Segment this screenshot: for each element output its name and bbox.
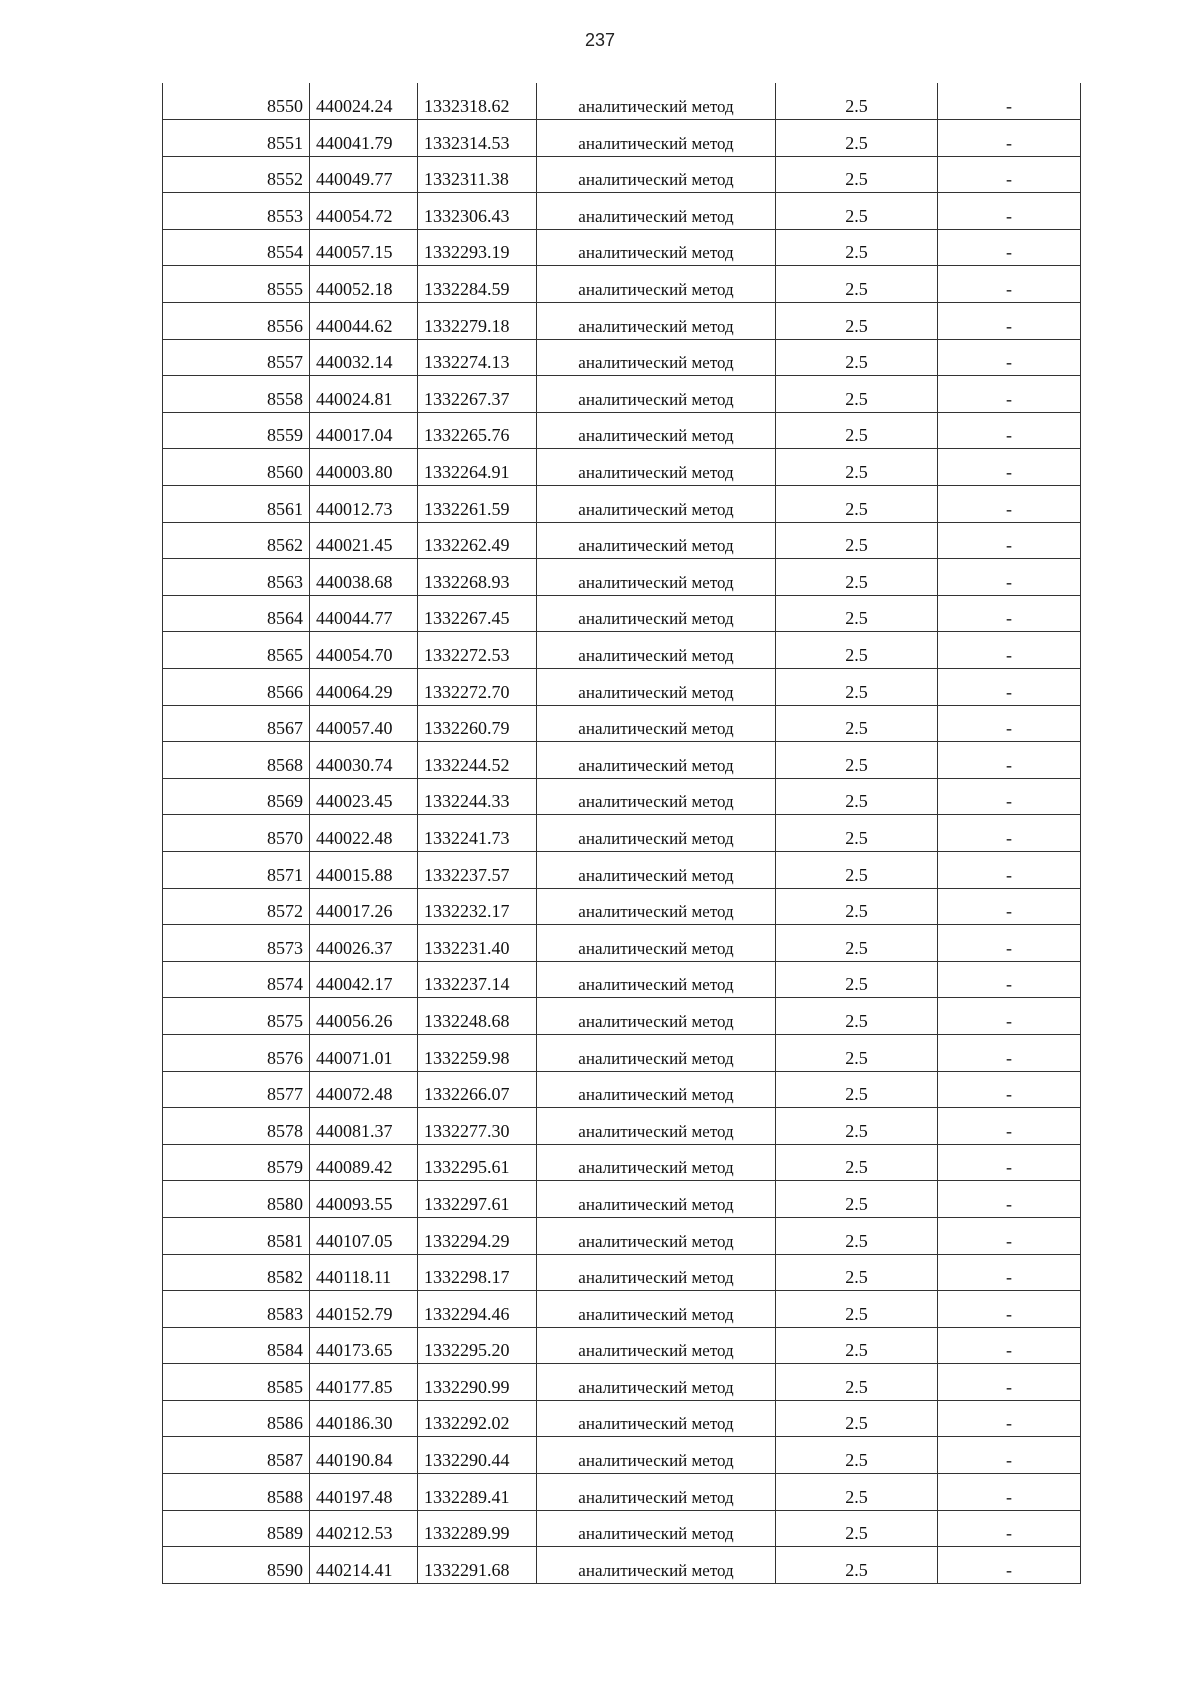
- accuracy-cell: 2.5: [776, 1364, 938, 1401]
- method-cell: аналитический метод: [537, 1144, 776, 1181]
- table-row: [163, 888, 1081, 925]
- table-row: [163, 595, 1081, 632]
- method-cell: аналитический метод: [537, 778, 776, 815]
- x-coordinate-cell: 440152.79: [310, 1291, 418, 1328]
- note-cell: -: [938, 156, 1081, 193]
- note-cell: -: [938, 632, 1081, 669]
- point-number-cell: 8562: [163, 522, 310, 559]
- note-cell: -: [938, 1327, 1081, 1364]
- y-coordinate-cell: 1332289.99: [418, 1510, 537, 1547]
- table-row: [163, 1071, 1081, 1108]
- method-cell: аналитический метод: [537, 1364, 776, 1401]
- table-row: [163, 559, 1081, 596]
- method-cell: аналитический метод: [537, 376, 776, 413]
- method-cell: аналитический метод: [537, 486, 776, 523]
- table-row: [163, 778, 1081, 815]
- table-row: [163, 998, 1081, 1035]
- x-coordinate-cell: 440049.77: [310, 156, 418, 193]
- note-cell: -: [938, 705, 1081, 742]
- table-row: [163, 449, 1081, 486]
- method-cell: аналитический метод: [537, 1034, 776, 1071]
- table-row: [163, 83, 1081, 120]
- accuracy-cell: 2.5: [776, 1291, 938, 1328]
- x-coordinate-cell: 440026.37: [310, 925, 418, 962]
- method-cell: аналитический метод: [537, 303, 776, 340]
- accuracy-cell: 2.5: [776, 266, 938, 303]
- accuracy-cell: 2.5: [776, 1510, 938, 1547]
- accuracy-cell: 2.5: [776, 742, 938, 779]
- y-coordinate-cell: 1332272.53: [418, 632, 537, 669]
- table-row: [163, 1327, 1081, 1364]
- note-cell: -: [938, 1400, 1081, 1437]
- point-number-cell: 8566: [163, 669, 310, 706]
- accuracy-cell: 2.5: [776, 522, 938, 559]
- method-cell: аналитический метод: [537, 851, 776, 888]
- point-number-cell: 8584: [163, 1327, 310, 1364]
- table-row: [163, 412, 1081, 449]
- point-number-cell: 8550: [163, 83, 310, 120]
- note-cell: -: [938, 1108, 1081, 1145]
- point-number-cell: 8557: [163, 339, 310, 376]
- accuracy-cell: 2.5: [776, 303, 938, 340]
- note-cell: -: [938, 449, 1081, 486]
- accuracy-cell: 2.5: [776, 449, 938, 486]
- note-cell: -: [938, 1181, 1081, 1218]
- method-cell: аналитический метод: [537, 1437, 776, 1474]
- y-coordinate-cell: 1332295.20: [418, 1327, 537, 1364]
- table-row: [163, 1364, 1081, 1401]
- y-coordinate-cell: 1332248.68: [418, 998, 537, 1035]
- note-cell: -: [938, 888, 1081, 925]
- x-coordinate-cell: 440081.37: [310, 1108, 418, 1145]
- point-number-cell: 8580: [163, 1181, 310, 1218]
- method-cell: аналитический метод: [537, 1291, 776, 1328]
- y-coordinate-cell: 1332265.76: [418, 412, 537, 449]
- point-number-cell: 8563: [163, 559, 310, 596]
- y-coordinate-cell: 1332277.30: [418, 1108, 537, 1145]
- y-coordinate-cell: 1332267.37: [418, 376, 537, 413]
- method-cell: аналитический метод: [537, 1547, 776, 1584]
- point-number-cell: 8590: [163, 1547, 310, 1584]
- x-coordinate-cell: 440107.05: [310, 1217, 418, 1254]
- note-cell: -: [938, 266, 1081, 303]
- x-coordinate-cell: 440044.62: [310, 303, 418, 340]
- x-coordinate-cell: 440212.53: [310, 1510, 418, 1547]
- accuracy-cell: 2.5: [776, 193, 938, 230]
- note-cell: -: [938, 83, 1081, 120]
- table-row: [163, 1034, 1081, 1071]
- accuracy-cell: 2.5: [776, 1474, 938, 1511]
- note-cell: -: [938, 1547, 1081, 1584]
- table-row: [163, 1437, 1081, 1474]
- accuracy-cell: 2.5: [776, 1181, 938, 1218]
- x-coordinate-cell: 440056.26: [310, 998, 418, 1035]
- y-coordinate-cell: 1332260.79: [418, 705, 537, 742]
- table-row: [163, 1108, 1081, 1145]
- point-number-cell: 8588: [163, 1474, 310, 1511]
- y-coordinate-cell: 1332261.59: [418, 486, 537, 523]
- y-coordinate-cell: 1332237.57: [418, 851, 537, 888]
- accuracy-cell: 2.5: [776, 815, 938, 852]
- method-cell: аналитический метод: [537, 925, 776, 962]
- y-coordinate-cell: 1332268.93: [418, 559, 537, 596]
- y-coordinate-cell: 1332262.49: [418, 522, 537, 559]
- y-coordinate-cell: 1332294.46: [418, 1291, 537, 1328]
- method-cell: аналитический метод: [537, 669, 776, 706]
- point-number-cell: 8575: [163, 998, 310, 1035]
- accuracy-cell: 2.5: [776, 412, 938, 449]
- table-row: [163, 193, 1081, 230]
- x-coordinate-cell: 440030.74: [310, 742, 418, 779]
- point-number-cell: 8589: [163, 1510, 310, 1547]
- note-cell: -: [938, 1071, 1081, 1108]
- point-number-cell: 8582: [163, 1254, 310, 1291]
- point-number-cell: 8587: [163, 1437, 310, 1474]
- method-cell: аналитический метод: [537, 1254, 776, 1291]
- table-row: [163, 486, 1081, 523]
- y-coordinate-cell: 1332284.59: [418, 266, 537, 303]
- x-coordinate-cell: 440042.17: [310, 961, 418, 998]
- method-cell: аналитический метод: [537, 412, 776, 449]
- note-cell: -: [938, 595, 1081, 632]
- point-number-cell: 8569: [163, 778, 310, 815]
- method-cell: аналитический метод: [537, 1108, 776, 1145]
- table-row: [163, 851, 1081, 888]
- y-coordinate-cell: 1332272.70: [418, 669, 537, 706]
- method-cell: аналитический метод: [537, 193, 776, 230]
- x-coordinate-cell: 440012.73: [310, 486, 418, 523]
- point-number-cell: 8565: [163, 632, 310, 669]
- note-cell: -: [938, 669, 1081, 706]
- note-cell: -: [938, 925, 1081, 962]
- table-row: [163, 266, 1081, 303]
- point-number-cell: 8574: [163, 961, 310, 998]
- point-number-cell: 8573: [163, 925, 310, 962]
- y-coordinate-cell: 1332318.62: [418, 83, 537, 120]
- table-row: [163, 705, 1081, 742]
- table-row: [163, 120, 1081, 157]
- table-row: [163, 1474, 1081, 1511]
- note-cell: -: [938, 339, 1081, 376]
- note-cell: -: [938, 961, 1081, 998]
- x-coordinate-cell: 440177.85: [310, 1364, 418, 1401]
- method-cell: аналитический метод: [537, 705, 776, 742]
- point-number-cell: 8567: [163, 705, 310, 742]
- method-cell: аналитический метод: [537, 522, 776, 559]
- note-cell: -: [938, 559, 1081, 596]
- point-number-cell: 8577: [163, 1071, 310, 1108]
- y-coordinate-cell: 1332290.44: [418, 1437, 537, 1474]
- table-row: [163, 1254, 1081, 1291]
- x-coordinate-cell: 440017.04: [310, 412, 418, 449]
- method-cell: аналитический метод: [537, 1474, 776, 1511]
- accuracy-cell: 2.5: [776, 1108, 938, 1145]
- note-cell: -: [938, 1474, 1081, 1511]
- accuracy-cell: 2.5: [776, 851, 938, 888]
- note-cell: -: [938, 1510, 1081, 1547]
- x-coordinate-cell: 440064.29: [310, 669, 418, 706]
- y-coordinate-cell: 1332244.52: [418, 742, 537, 779]
- method-cell: аналитический метод: [537, 998, 776, 1035]
- note-cell: -: [938, 1144, 1081, 1181]
- y-coordinate-cell: 1332231.40: [418, 925, 537, 962]
- x-coordinate-cell: 440057.15: [310, 229, 418, 266]
- x-coordinate-cell: 440022.48: [310, 815, 418, 852]
- x-coordinate-cell: 440186.30: [310, 1400, 418, 1437]
- y-coordinate-cell: 1332279.18: [418, 303, 537, 340]
- method-cell: аналитический метод: [537, 120, 776, 157]
- point-number-cell: 8555: [163, 266, 310, 303]
- table-row: [163, 742, 1081, 779]
- x-coordinate-cell: 440054.70: [310, 632, 418, 669]
- accuracy-cell: 2.5: [776, 1437, 938, 1474]
- note-cell: -: [938, 1254, 1081, 1291]
- y-coordinate-cell: 1332259.98: [418, 1034, 537, 1071]
- point-number-cell: 8585: [163, 1364, 310, 1401]
- table-row: [163, 1547, 1081, 1584]
- x-coordinate-cell: 440024.24: [310, 83, 418, 120]
- y-coordinate-cell: 1332267.45: [418, 595, 537, 632]
- y-coordinate-cell: 1332314.53: [418, 120, 537, 157]
- table-row: [163, 339, 1081, 376]
- y-coordinate-cell: 1332295.61: [418, 1144, 537, 1181]
- accuracy-cell: 2.5: [776, 83, 938, 120]
- method-cell: аналитический метод: [537, 742, 776, 779]
- y-coordinate-cell: 1332297.61: [418, 1181, 537, 1218]
- accuracy-cell: 2.5: [776, 229, 938, 266]
- x-coordinate-cell: 440003.80: [310, 449, 418, 486]
- method-cell: аналитический метод: [537, 1181, 776, 1218]
- note-cell: -: [938, 815, 1081, 852]
- y-coordinate-cell: 1332298.17: [418, 1254, 537, 1291]
- x-coordinate-cell: 440054.72: [310, 193, 418, 230]
- note-cell: -: [938, 778, 1081, 815]
- method-cell: аналитический метод: [537, 1400, 776, 1437]
- accuracy-cell: 2.5: [776, 339, 938, 376]
- x-coordinate-cell: 440017.26: [310, 888, 418, 925]
- method-cell: аналитический метод: [537, 83, 776, 120]
- x-coordinate-cell: 440021.45: [310, 522, 418, 559]
- table-row: [163, 376, 1081, 413]
- x-coordinate-cell: 440032.14: [310, 339, 418, 376]
- method-cell: аналитический метод: [537, 815, 776, 852]
- table-row: [163, 961, 1081, 998]
- point-number-cell: 8576: [163, 1034, 310, 1071]
- note-cell: -: [938, 1364, 1081, 1401]
- accuracy-cell: 2.5: [776, 1327, 938, 1364]
- point-number-cell: 8560: [163, 449, 310, 486]
- x-coordinate-cell: 440072.48: [310, 1071, 418, 1108]
- y-coordinate-cell: 1332274.13: [418, 339, 537, 376]
- method-cell: аналитический метод: [537, 1327, 776, 1364]
- x-coordinate-cell: 440190.84: [310, 1437, 418, 1474]
- table-row: [163, 1510, 1081, 1547]
- note-cell: -: [938, 851, 1081, 888]
- table-row: [163, 925, 1081, 962]
- table-row: [163, 815, 1081, 852]
- accuracy-cell: 2.5: [776, 669, 938, 706]
- point-number-cell: 8586: [163, 1400, 310, 1437]
- point-number-cell: 8568: [163, 742, 310, 779]
- point-number-cell: 8556: [163, 303, 310, 340]
- accuracy-cell: 2.5: [776, 998, 938, 1035]
- method-cell: аналитический метод: [537, 888, 776, 925]
- method-cell: аналитический метод: [537, 229, 776, 266]
- note-cell: -: [938, 1034, 1081, 1071]
- accuracy-cell: 2.5: [776, 120, 938, 157]
- accuracy-cell: 2.5: [776, 1144, 938, 1181]
- table-row: [163, 1217, 1081, 1254]
- accuracy-cell: 2.5: [776, 1071, 938, 1108]
- x-coordinate-cell: 440118.11: [310, 1254, 418, 1291]
- y-coordinate-cell: 1332294.29: [418, 1217, 537, 1254]
- method-cell: аналитический метод: [537, 1510, 776, 1547]
- note-cell: -: [938, 120, 1081, 157]
- x-coordinate-cell: 440093.55: [310, 1181, 418, 1218]
- note-cell: -: [938, 1291, 1081, 1328]
- x-coordinate-cell: 440071.01: [310, 1034, 418, 1071]
- coordinates-table: [162, 83, 1081, 1584]
- x-coordinate-cell: 440023.45: [310, 778, 418, 815]
- x-coordinate-cell: 440041.79: [310, 120, 418, 157]
- note-cell: -: [938, 1437, 1081, 1474]
- accuracy-cell: 2.5: [776, 888, 938, 925]
- accuracy-cell: 2.5: [776, 1254, 938, 1291]
- y-coordinate-cell: 1332244.33: [418, 778, 537, 815]
- x-coordinate-cell: 440197.48: [310, 1474, 418, 1511]
- x-coordinate-cell: 440015.88: [310, 851, 418, 888]
- accuracy-cell: 2.5: [776, 1034, 938, 1071]
- note-cell: -: [938, 376, 1081, 413]
- table-row: [163, 303, 1081, 340]
- table-row: [163, 632, 1081, 669]
- accuracy-cell: 2.5: [776, 1547, 938, 1584]
- point-number-cell: 8558: [163, 376, 310, 413]
- y-coordinate-cell: 1332293.19: [418, 229, 537, 266]
- coordinates-table-body: [163, 83, 1081, 1583]
- method-cell: аналитический метод: [537, 632, 776, 669]
- x-coordinate-cell: 440038.68: [310, 559, 418, 596]
- point-number-cell: 8578: [163, 1108, 310, 1145]
- y-coordinate-cell: 1332266.07: [418, 1071, 537, 1108]
- method-cell: аналитический метод: [537, 156, 776, 193]
- note-cell: -: [938, 486, 1081, 523]
- y-coordinate-cell: 1332292.02: [418, 1400, 537, 1437]
- accuracy-cell: 2.5: [776, 705, 938, 742]
- accuracy-cell: 2.5: [776, 1217, 938, 1254]
- note-cell: -: [938, 229, 1081, 266]
- y-coordinate-cell: 1332264.91: [418, 449, 537, 486]
- y-coordinate-cell: 1332290.99: [418, 1364, 537, 1401]
- table-row: [163, 1181, 1081, 1218]
- accuracy-cell: 2.5: [776, 559, 938, 596]
- point-number-cell: 8583: [163, 1291, 310, 1328]
- y-coordinate-cell: 1332237.14: [418, 961, 537, 998]
- page-number: 237: [584, 30, 616, 50]
- accuracy-cell: 2.5: [776, 376, 938, 413]
- point-number-cell: 8571: [163, 851, 310, 888]
- y-coordinate-cell: 1332311.38: [418, 156, 537, 193]
- point-number-cell: 8564: [163, 595, 310, 632]
- x-coordinate-cell: 440024.81: [310, 376, 418, 413]
- point-number-cell: 8554: [163, 229, 310, 266]
- accuracy-cell: 2.5: [776, 1400, 938, 1437]
- note-cell: -: [938, 742, 1081, 779]
- point-number-cell: 8579: [163, 1144, 310, 1181]
- table-row: [163, 156, 1081, 193]
- note-cell: -: [938, 412, 1081, 449]
- method-cell: аналитический метод: [537, 266, 776, 303]
- accuracy-cell: 2.5: [776, 595, 938, 632]
- method-cell: аналитический метод: [537, 1217, 776, 1254]
- method-cell: аналитический метод: [537, 449, 776, 486]
- accuracy-cell: 2.5: [776, 156, 938, 193]
- x-coordinate-cell: 440057.40: [310, 705, 418, 742]
- table-row: [163, 229, 1081, 266]
- x-coordinate-cell: 440044.77: [310, 595, 418, 632]
- point-number-cell: 8581: [163, 1217, 310, 1254]
- accuracy-cell: 2.5: [776, 486, 938, 523]
- x-coordinate-cell: 440052.18: [310, 266, 418, 303]
- method-cell: аналитический метод: [537, 961, 776, 998]
- method-cell: аналитический метод: [537, 595, 776, 632]
- x-coordinate-cell: 440089.42: [310, 1144, 418, 1181]
- note-cell: -: [938, 193, 1081, 230]
- x-coordinate-cell: 440173.65: [310, 1327, 418, 1364]
- y-coordinate-cell: 1332291.68: [418, 1547, 537, 1584]
- accuracy-cell: 2.5: [776, 632, 938, 669]
- table-row: [163, 1144, 1081, 1181]
- note-cell: -: [938, 998, 1081, 1035]
- point-number-cell: 8559: [163, 412, 310, 449]
- y-coordinate-cell: 1332241.73: [418, 815, 537, 852]
- method-cell: аналитический метод: [537, 1071, 776, 1108]
- point-number-cell: 8572: [163, 888, 310, 925]
- y-coordinate-cell: 1332232.17: [418, 888, 537, 925]
- note-cell: -: [938, 522, 1081, 559]
- table-row: [163, 522, 1081, 559]
- point-number-cell: 8570: [163, 815, 310, 852]
- method-cell: аналитический метод: [537, 339, 776, 376]
- y-coordinate-cell: 1332306.43: [418, 193, 537, 230]
- x-coordinate-cell: 440214.41: [310, 1547, 418, 1584]
- point-number-cell: 8551: [163, 120, 310, 157]
- table-row: [163, 669, 1081, 706]
- accuracy-cell: 2.5: [776, 925, 938, 962]
- note-cell: -: [938, 1217, 1081, 1254]
- table-row: [163, 1400, 1081, 1437]
- point-number-cell: 8561: [163, 486, 310, 523]
- accuracy-cell: 2.5: [776, 961, 938, 998]
- note-cell: -: [938, 303, 1081, 340]
- point-number-cell: 8552: [163, 156, 310, 193]
- table-row: [163, 1291, 1081, 1328]
- accuracy-cell: 2.5: [776, 778, 938, 815]
- y-coordinate-cell: 1332289.41: [418, 1474, 537, 1511]
- point-number-cell: 8553: [163, 193, 310, 230]
- method-cell: аналитический метод: [537, 559, 776, 596]
